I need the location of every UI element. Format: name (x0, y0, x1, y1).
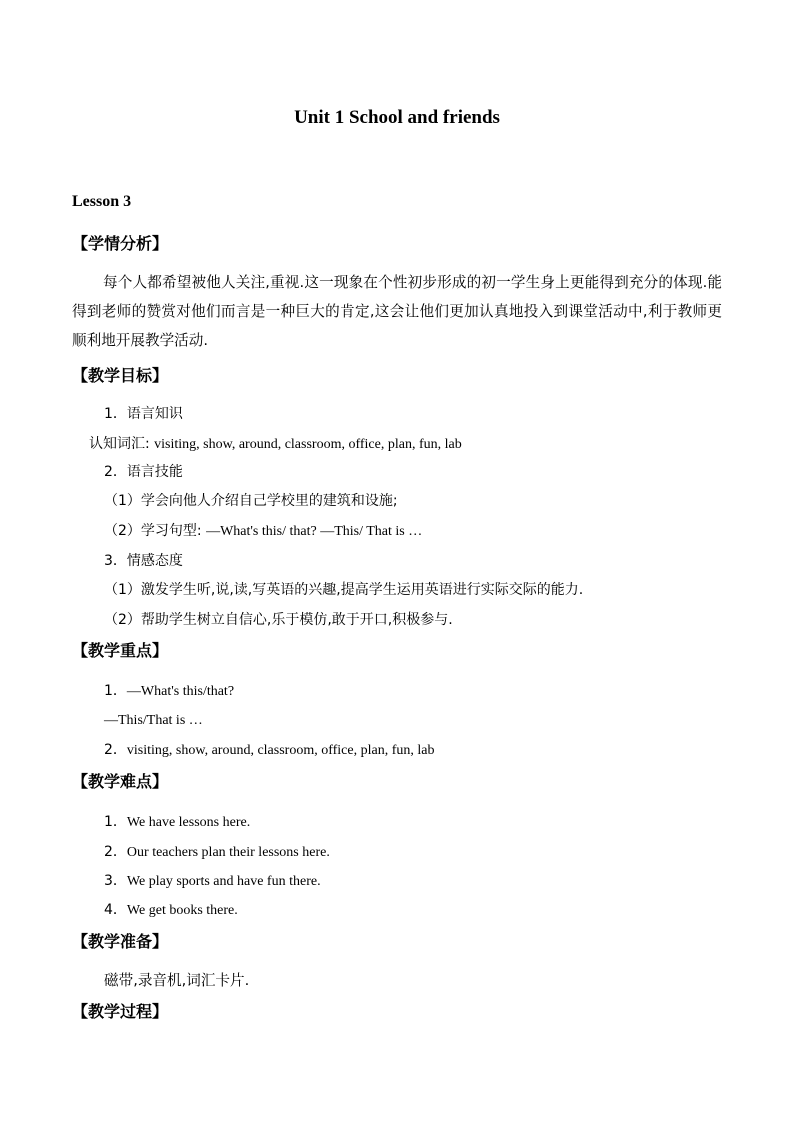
attitude-1: （1）激发学生听,说,读,写英语的兴趣,提高学生运用英语进行实际交际的能力. (104, 582, 584, 598)
difficulty-text: We get books there. (126, 903, 238, 918)
objective-item-2: 2．语言技能 (104, 464, 183, 480)
skill-1: （1）学会向他人介绍自己学校里的建筑和设施; (104, 493, 398, 509)
objective-item-1: 1．语言知识 (104, 406, 183, 422)
difficulty-text: We have lessons here. (126, 815, 251, 830)
difficulty-num: 3． (104, 873, 127, 889)
difficulty-num: 1． (104, 814, 127, 830)
preparation-text: 磁带,录音机,词汇卡片. (104, 972, 250, 989)
key-point-1-text: —What's this/that? (126, 684, 235, 699)
key-point-1b: —This/That is … (104, 713, 203, 728)
key-point-2-text: visiting, show, around, classroom, office, plan, fun, lab (126, 743, 435, 758)
difficulty-item (104, 871, 321, 892)
key-point-2-num: 2． (104, 742, 127, 758)
difficulty-item (104, 842, 330, 863)
section-heading-objectives: 【教学目标】 (72, 366, 169, 385)
section-heading-key-points: 【教学重点】 (72, 641, 169, 660)
difficulty-text: We play sports and have fun there. (126, 874, 321, 889)
section-heading-difficulties: 【教学难点】 (72, 772, 169, 791)
difficulty-text: Our teachers plan their lessons here. (126, 845, 330, 860)
difficulty-item (104, 812, 250, 833)
section-heading-analysis: 【学情分析】 (72, 234, 169, 253)
difficulty-num: 2． (104, 844, 127, 860)
difficulty-num: 4． (104, 902, 127, 918)
skill-2-text: —What's this/ that? —This/ That is … (206, 524, 423, 539)
difficulty-item (104, 900, 238, 921)
document-title: Unit 1 School and friends (294, 107, 500, 128)
vocab-label: 认知词汇: (89, 436, 155, 452)
vocab-words: visiting, show, around, classroom, office, plan, fun, lab (154, 437, 462, 452)
skill-2 (104, 521, 422, 542)
key-point-1 (104, 681, 234, 702)
section-heading-process: 【教学过程】 (72, 1002, 169, 1021)
objective-item-3: 3．情感态度 (104, 553, 183, 569)
key-point-1-num: 1． (104, 683, 127, 699)
key-point-2 (104, 740, 434, 761)
skill-2-label: （2）学习句型: (104, 523, 207, 539)
vocab-line (89, 434, 462, 455)
section-heading-preparation: 【教学准备】 (72, 932, 169, 951)
analysis-paragraph: 每个人都希望被他人关注,重视.这一现象在个性初步形成的初一学生身上更能得到充分的体现.能得到老师的赞赏对他们而言是一种巨大的肯定,这会让他们更加认真地投入到课堂活动中,利于教师更顺利地开展教学活动. (72, 274, 722, 349)
attitude-2: （2）帮助学生树立自信心,乐于模仿,敢于开口,积极参与. (104, 612, 453, 628)
lesson-heading: Lesson 3 (72, 193, 132, 210)
